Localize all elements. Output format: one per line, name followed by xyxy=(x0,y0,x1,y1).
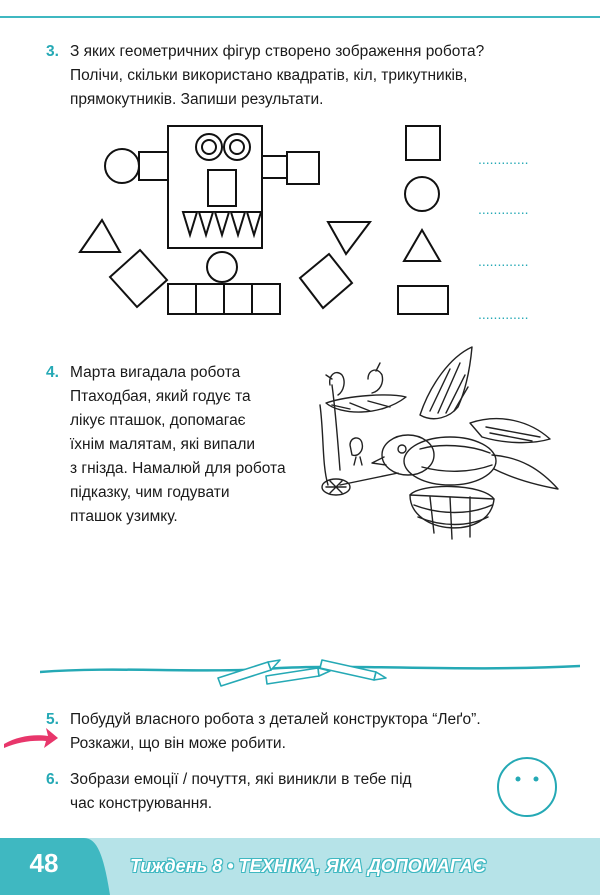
robot-arm-upper-right xyxy=(287,152,319,184)
wing-right xyxy=(470,419,550,443)
pencil-divider xyxy=(40,650,580,690)
task-5-line-2: Розкажи, що він може робити. xyxy=(70,735,286,752)
task-4-line-3: лікує пташок, допомагає xyxy=(70,412,246,429)
legend-circle xyxy=(405,177,439,211)
bird-body xyxy=(404,437,496,485)
robot-body-3 xyxy=(224,284,252,314)
answer-blank-circles[interactable]: ............. xyxy=(478,201,529,217)
task-3-line-3: прямокутників. Запиши результати. xyxy=(70,91,324,108)
task-5-number: 5. xyxy=(46,711,59,728)
bird-robot-illustration xyxy=(310,345,565,555)
robot-eye-right-outer xyxy=(224,134,250,160)
robot-arm-lower-left xyxy=(110,250,167,307)
robot-ear-left xyxy=(105,149,139,183)
robot-tooth-3 xyxy=(215,212,229,235)
bird-eye xyxy=(398,445,406,453)
robot-figure xyxy=(70,118,400,318)
robot-eye-left-inner xyxy=(202,140,216,154)
emotion-face-icon[interactable] xyxy=(496,756,558,818)
task-4-line-7: пташок узимку. xyxy=(70,508,178,525)
page-number: 48 xyxy=(29,848,59,878)
task-6-line-1: Зобрази емоції / почуття, які виникли в тебе під xyxy=(70,771,412,788)
chick-2 xyxy=(368,363,383,393)
robot-nose xyxy=(208,170,236,206)
task-4-line-4: їхнім малятам, які випали xyxy=(70,436,256,453)
robot-body-4 xyxy=(252,284,280,314)
robot-body-2 xyxy=(196,284,224,314)
legend-rectangle xyxy=(398,286,448,314)
task-4-line-1: Марта вигадала робота xyxy=(70,364,241,381)
robot-tooth-5 xyxy=(247,212,261,235)
task-4-line-6: підказку, чим годувати xyxy=(70,484,230,501)
task-4-number: 4. xyxy=(46,364,59,381)
legend-triangle xyxy=(404,230,440,261)
top-rule xyxy=(0,16,600,18)
net-mesh xyxy=(326,481,346,493)
wing-right-feathers xyxy=(486,427,540,441)
task-4-line-2: Птаходбая, який годує та xyxy=(70,388,251,405)
robot-hand-right xyxy=(328,222,370,254)
shape-legend xyxy=(392,120,552,320)
week-title: Тиждень 8 • ТЕХНІКА, ЯКА ДОПОМАГАЄ xyxy=(130,856,486,876)
bird-tail xyxy=(492,455,558,489)
basket-weave xyxy=(414,497,492,539)
task-3-number: 3. xyxy=(46,43,59,60)
robot-arm-link-right xyxy=(262,156,287,178)
task-4-line-5: з гнізда. Намалюй для робота xyxy=(70,460,286,477)
chick-1 xyxy=(326,373,344,395)
task-5-line-1: Побудуй власного робота з деталей конструктора “Леґо”. xyxy=(70,711,481,728)
robot-eye-left-outer xyxy=(196,134,222,160)
robot-arm-lower-right xyxy=(300,254,352,308)
answer-blank-squares[interactable]: ............. xyxy=(478,151,529,167)
answer-blank-triangles[interactable]: ............. xyxy=(478,253,529,269)
pencil-3 xyxy=(320,660,386,680)
robot-tooth-1 xyxy=(183,212,197,235)
wing-top xyxy=(420,347,472,419)
basket xyxy=(410,495,494,528)
task-3-line-1: З яких геометричних фігур створено зображення робота? xyxy=(70,43,485,60)
robot-body-1 xyxy=(168,284,196,314)
wing-feathers xyxy=(430,363,468,413)
task-6-line-2: час конструювання. xyxy=(70,795,213,812)
robot-eye-right-inner xyxy=(230,140,244,154)
robot-tooth-4 xyxy=(231,212,245,235)
legend-square xyxy=(406,126,440,160)
robot-arm-upper-left xyxy=(139,152,168,180)
answer-blank-rectangles[interactable]: ............. xyxy=(478,306,529,322)
robot-hand-left xyxy=(80,220,120,252)
robot-neck xyxy=(207,252,237,282)
task-6-number: 6. xyxy=(46,771,59,788)
falling-chick xyxy=(350,438,362,465)
robot-tooth-2 xyxy=(199,212,213,235)
task-3-line-2: Полічи, скільки використано квадратів, кіл, трикутників, xyxy=(70,67,468,84)
bird-body-stripes xyxy=(420,446,492,472)
pencil-2 xyxy=(266,668,330,684)
